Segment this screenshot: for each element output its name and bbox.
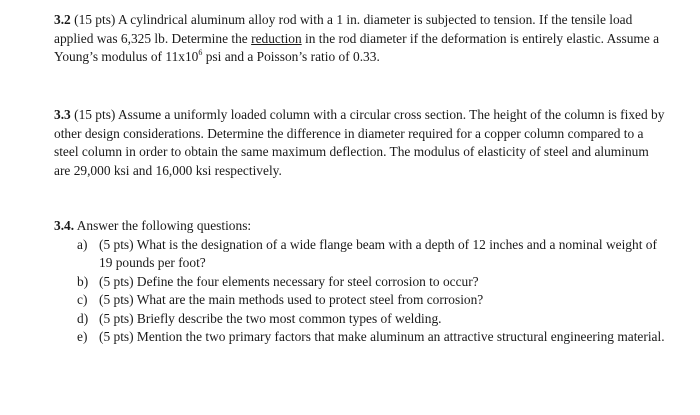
problem-text-end: psi and a Poisson’s ratio of 0.33. <box>205 49 380 64</box>
item-marker: b) <box>77 273 89 289</box>
list-item <box>54 236 666 273</box>
problem-text-cont: in the rod diameter if the deformation is entirely elastic. Assume a Young’s modulus of 11x10 <box>54 30 660 64</box>
item-marker: e) <box>77 329 88 344</box>
item-marker: a) <box>77 236 88 252</box>
problem-text: A cylindrical aluminum alloy rod with a 1 in. diameter is subjected to tension. If the tensile load applied was 6,325 lb. Determine the <box>54 12 633 46</box>
item-text: (5 pts) What is the designation of a wide flange beam with a depth of 12 inches and a nominal weight of 19 pounds per foot? <box>99 236 657 270</box>
question-list <box>54 236 666 347</box>
problem-points: (15 pts) <box>74 107 116 122</box>
exponent: 6 <box>198 47 203 57</box>
problem-header <box>54 217 666 236</box>
problem-intro: Answer the following questions: <box>76 218 252 233</box>
problem-3-2 <box>54 11 666 67</box>
problem-number: 3.2 <box>54 12 71 27</box>
problem-text: Assume a uniformly loaded column with a circular cross section. The height of the column is fixed by other design considerations. Determine the difference in diameter required for a copper column compared to a steel column in order to obtain the same maximum deflection. The modulus of elasticity of steel and aluminum are 29,000 ksi and 16,000 ksi respectively. <box>54 107 665 178</box>
item-marker: d) <box>77 310 89 326</box>
problem-points: (15 pts) <box>74 12 116 27</box>
item-text: (5 pts) Define the four elements necessary for steel corrosion to occur? <box>99 273 479 289</box>
item-text: (5 pts) Briefly describe the two most common types of welding. <box>99 310 442 326</box>
problem-number: 3.4. <box>54 218 75 233</box>
list-item <box>54 291 666 310</box>
problem-number: 3.3 <box>54 107 71 122</box>
list-item <box>54 273 666 292</box>
item-marker: c) <box>77 292 88 307</box>
list-item <box>54 328 666 347</box>
underlined-word: reduction <box>251 30 302 46</box>
list-item <box>54 310 666 329</box>
item-text: (5 pts) Mention the two primary factors that make aluminum an attractive structural engineering material. <box>99 329 665 344</box>
problem-3-3 <box>54 106 666 180</box>
problem-3-4 <box>54 217 666 347</box>
item-text: (5 pts) What are the main methods used to protect steel from corrosion? <box>99 292 484 307</box>
